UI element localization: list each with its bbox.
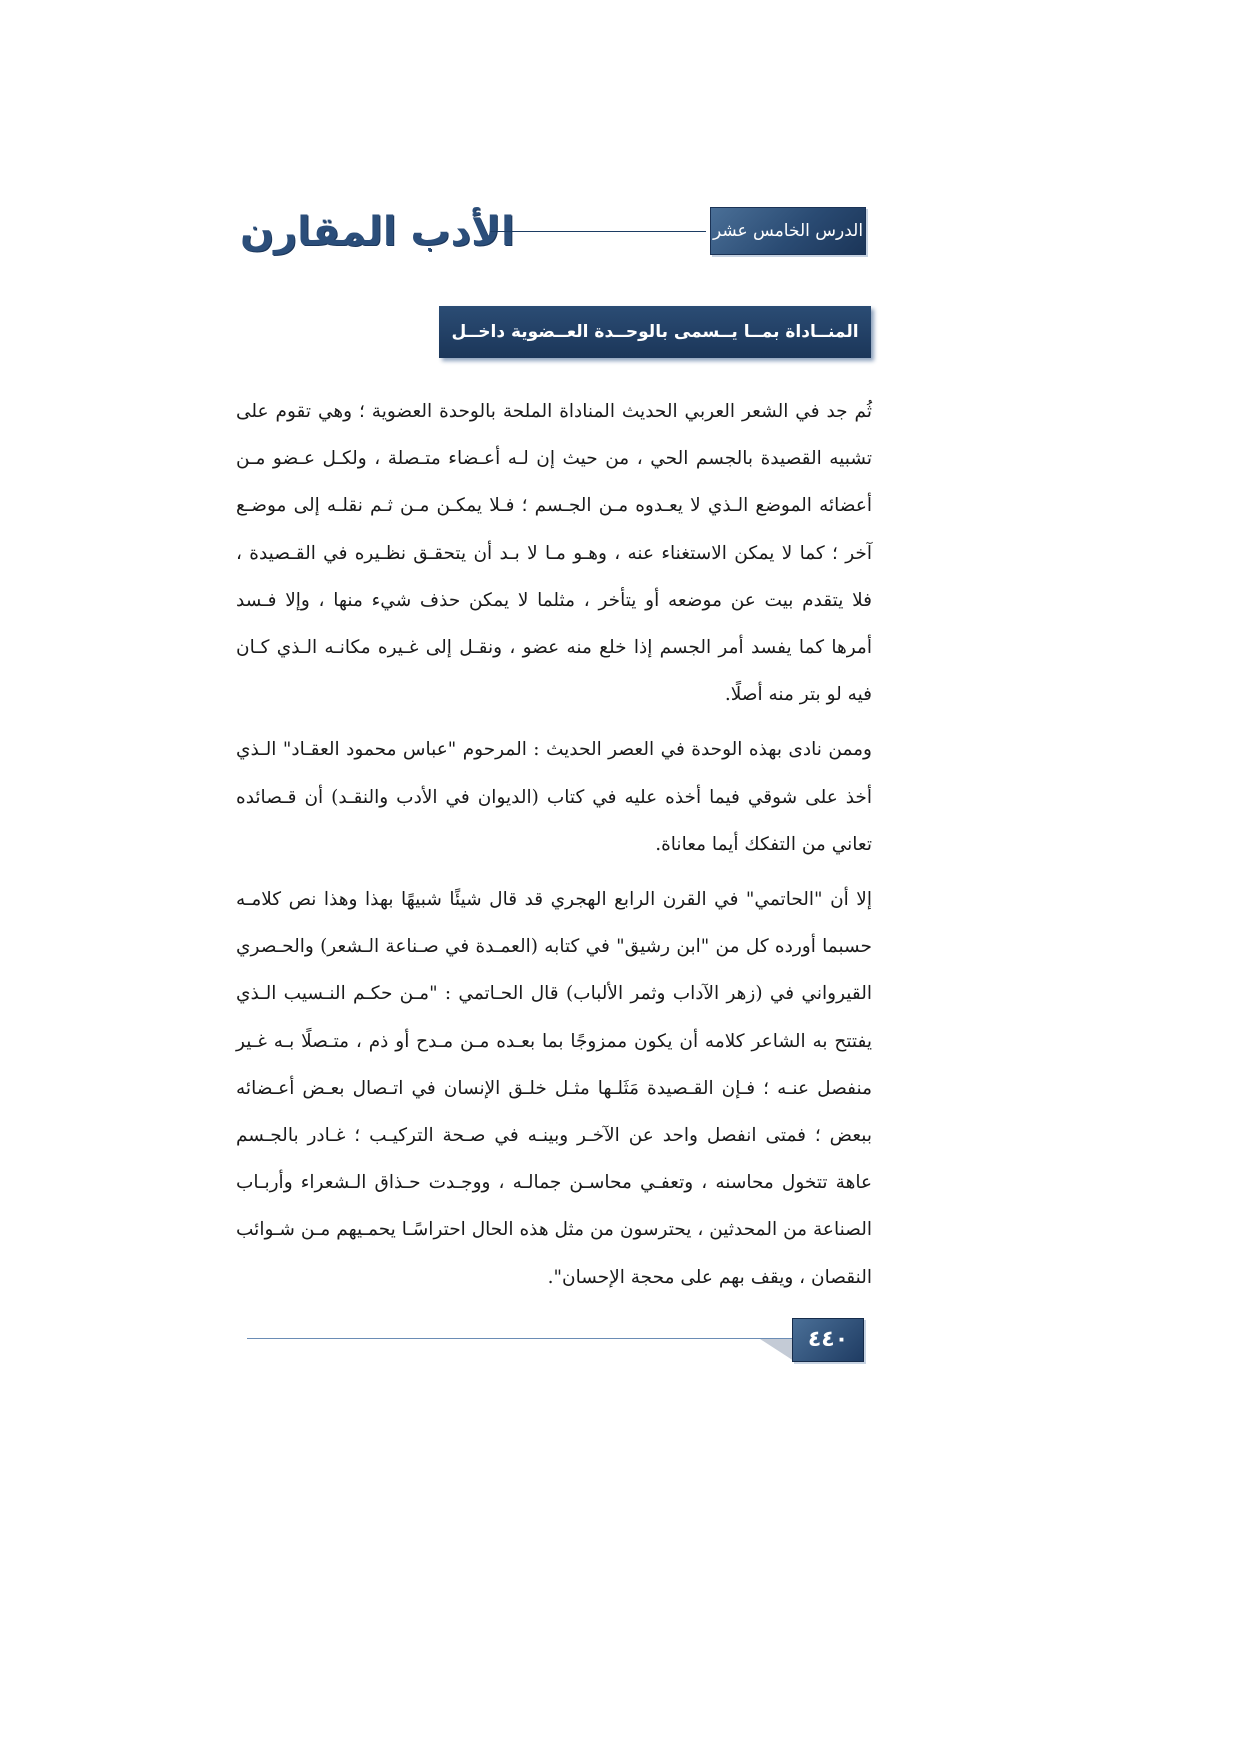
book-title: الأدب المقارن	[240, 209, 515, 255]
header-divider	[490, 231, 706, 232]
page-header	[240, 207, 866, 257]
lesson-label: الدرس الخامس عشر	[710, 207, 866, 255]
page-number-shadow	[760, 1339, 794, 1361]
paragraph: إلا أن "الحاتمي" في القرن الرابع الهجري قد قال شيئًا شبيهًا بهذا وهذا نص كلامـه حسبما أورده كل من "ابن رشيق" في كتابه (العمـدة في صـناعة الـشعر) والحـصري القيرواني في (زهر الآداب وثمر الألباب) قال الحـاتمي : "مـن حكـم النـسيب الـذي يفتتح به الشاعر كلامه أن يكون ممزوجًا بما بعـده مـن مـدح أو ذم ، متـصلًا بـه غـير منفصل عنـه ؛ فـإن القـصيدة مَثَلـها مثـل خلـق الإنسان في اتـصال بعـض أعـضائه ببعض ؛ فمتى انفصل واحد عن الآخـر وبينـه في صـحة التركيـب ؛ غـادر بالجـسم عاهة تتخول محاسنه ، وتعفـي محاسـن جمالـه ، ووجـدت حـذاق الـشعراء وأربـاب الصناعة من المحدثين ، يحترسون من مثل هذه الحال احتراسًـا يحمـيهم مـن شـوائب النقصان ، ويقف بهم على محجة الإحسان".	[236, 889, 872, 1288]
body-text	[236, 388, 872, 1301]
paragraph: ثُم جد في الشعر العربي الحديث المناداة الملحة بالوحدة العضوية ؛ وهي تقوم على تشبيه القصيدة بالجسم الحي ، من حيث إن لـه أعـضاء متـصلة ، ولكـل عـضو مـن أعضائه الموضع الـذي لا يعـدوه مـن الجـسم ؛ فـلا يمكـن مـن ثـم نقلـه إلى موضـع آخر ؛ كما لا يمكن الاستغناء عنه ، وهـو مـا لا بـد أن يتحقـق نظـيره في القـصيدة ، فلا يتقدم بيت عن موضعه أو يتأخر ، مثلما لا يمكن حذف شيء منها ، وإلا فـسد أمرها كما يفسد أمر الجسم إذا خلع منه عضو ، ونقـل إلى غـيره مكانـه الـذي كـان فيه لو بتر منه أصلًا.	[236, 401, 872, 706]
footer-divider	[247, 1338, 795, 1339]
paragraph: وممن نادى بهذه الوحدة في العصر الحديث : المرحوم "عباس محمود العقـاد" الـذي أخذ على شوقي فيما أخذه عليه في كتاب (الديوان في الأدب والنقـد) أن قـصائده تعاني من التفكك أيما معاناة.	[236, 739, 872, 855]
section-heading: المنــاداة بمــا يــسمى بالوحــدة العــضوية داخــل القــصيدة	[439, 306, 871, 358]
page-number: ٤٤٠	[792, 1318, 864, 1362]
